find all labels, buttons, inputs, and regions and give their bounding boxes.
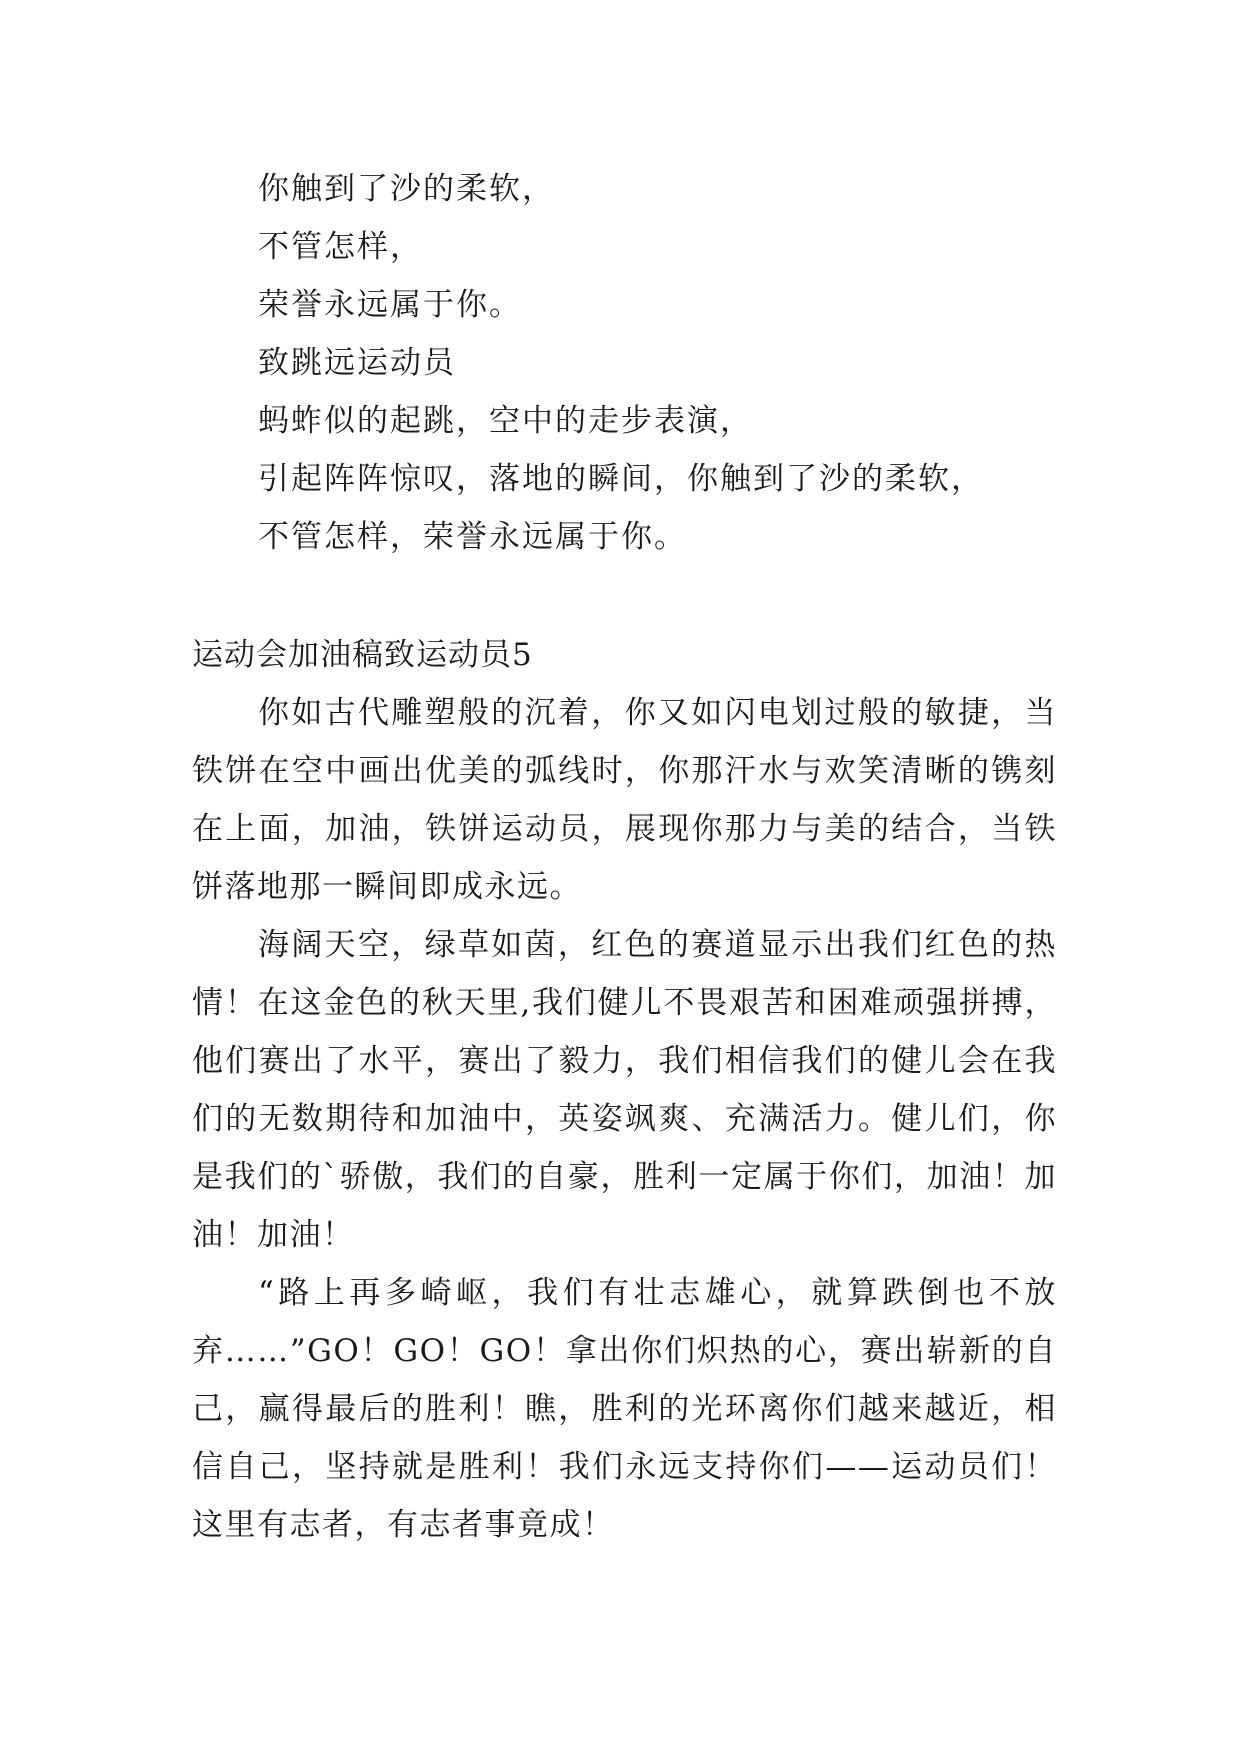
poem-block (258, 160, 1078, 566)
body-text (192, 684, 1057, 1554)
paragraph: 海阔天空，绿草如茵，红色的赛道显示出我们红色的热情！在这金色的秋天里,我们健儿不畏艰苦和困难顽强拼搏，他们赛出了水平，赛出了毅力，我们相信我们的健儿会在我们的无数期待和加油中，英姿飒爽、充满活力。健儿们，你是我们的`骄傲，我们的自豪，胜利一定属于你们，加油！加油！加油！ (192, 927, 1057, 1253)
paragraph: 你如古代雕塑般的沉着，你又如闪电划过般的敏捷，当铁饼在空中画出优美的弧线时，你那汗水与欢笑清晰的镌刻在上面，加油，铁饼运动员，展现你那力与美的结合，当铁饼落地那一瞬间即成永远。 (192, 695, 1057, 905)
poem-line: 引起阵阵惊叹，落地的瞬间，你触到了沙的柔软， (258, 461, 984, 497)
poem-subtitle: 致跳远运动员 (258, 345, 456, 381)
poem-line: 不管怎样， (258, 229, 423, 265)
poem-line: 蚂蚱似的起跳，空中的走步表演， (258, 403, 753, 439)
section-title: 运动会加油稿致运动员5 (192, 637, 533, 673)
poem-line: 不管怎样，荣誉永远属于你。 (258, 519, 687, 555)
poem-line: 你触到了沙的柔软， (258, 171, 555, 207)
poem-line: 荣誉永远属于你。 (258, 287, 522, 323)
paragraph: “路上再多崎岖，我们有壮志雄心，就算跌倒也不放弃……”GO！GO！GO！拿出你们炽热的心，赛出崭新的自己，赢得最后的胜利！瞧，胜利的光环离你们越来越近，相信自己，坚持就是胜利！我们永远支持你们——运动员们！这里有志者，有志者事竟成！ (192, 1275, 1057, 1543)
